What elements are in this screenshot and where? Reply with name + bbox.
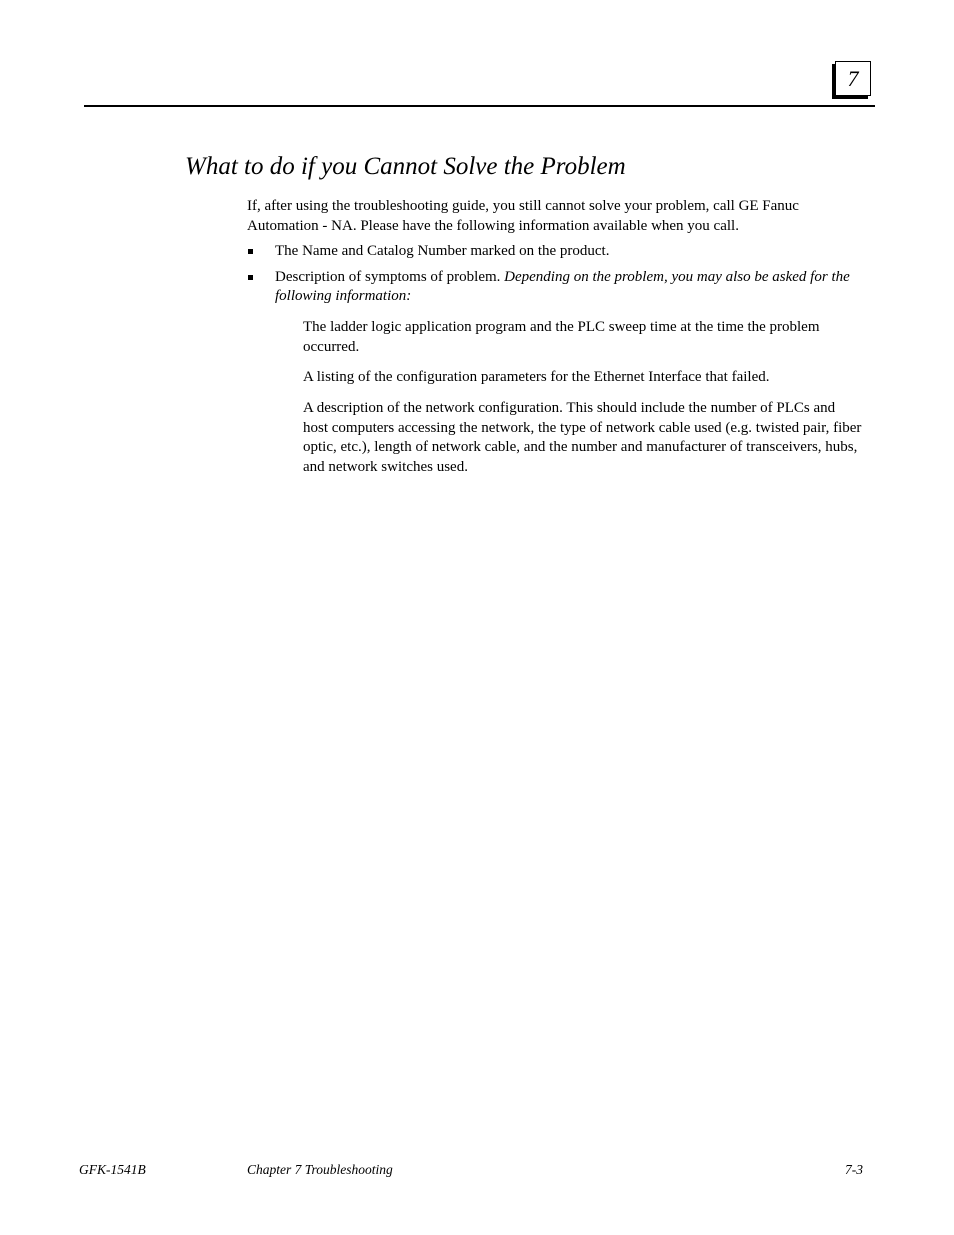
sub-item-config-listing: A listing of the configuration parameters for the Ethernet Interface that failed. xyxy=(303,369,770,385)
bullet-text: The Name and Catalog Number marked on the product. xyxy=(275,243,610,259)
bullet-text: Description of symptoms of problem. xyxy=(275,268,505,285)
sub-item-network-description: A description of the network configuration. This should include the number of PLCs and host computers accessing the network, the type of network cable used (e.g. twisted pair, fiber optic, etc.), length of network cable, and the number and manufacturer of transceivers, hubs, and network switches used. xyxy=(303,400,862,475)
chapter-tab: 7 xyxy=(835,61,871,96)
bullet-italic-note: Depending on the problem, you may also be asked for the following information: xyxy=(275,268,850,305)
footer-doc-id: GFK-1541B xyxy=(79,1162,146,1177)
footer-chapter: Chapter 7 Troubleshooting xyxy=(247,1162,393,1177)
sub-item-ladder-logic: The ladder logic application program and the PLC sweep time at the time the problem occurred. xyxy=(303,319,820,355)
bullet-icon xyxy=(248,275,253,280)
list-item xyxy=(247,242,867,262)
header-rule xyxy=(84,105,875,107)
footer-page-number: 7-3 xyxy=(845,1162,863,1177)
intro-paragraph: If, after using the troubleshooting guide, you still cannot solve your problem, call GE Fanuc Automation - NA. Please have the following information available when you call. xyxy=(247,198,799,234)
section-title: What to do if you Cannot Solve the Problem xyxy=(185,153,626,180)
bullet-icon xyxy=(248,249,253,254)
list-item xyxy=(247,268,867,307)
info-bullet-list xyxy=(247,242,867,313)
